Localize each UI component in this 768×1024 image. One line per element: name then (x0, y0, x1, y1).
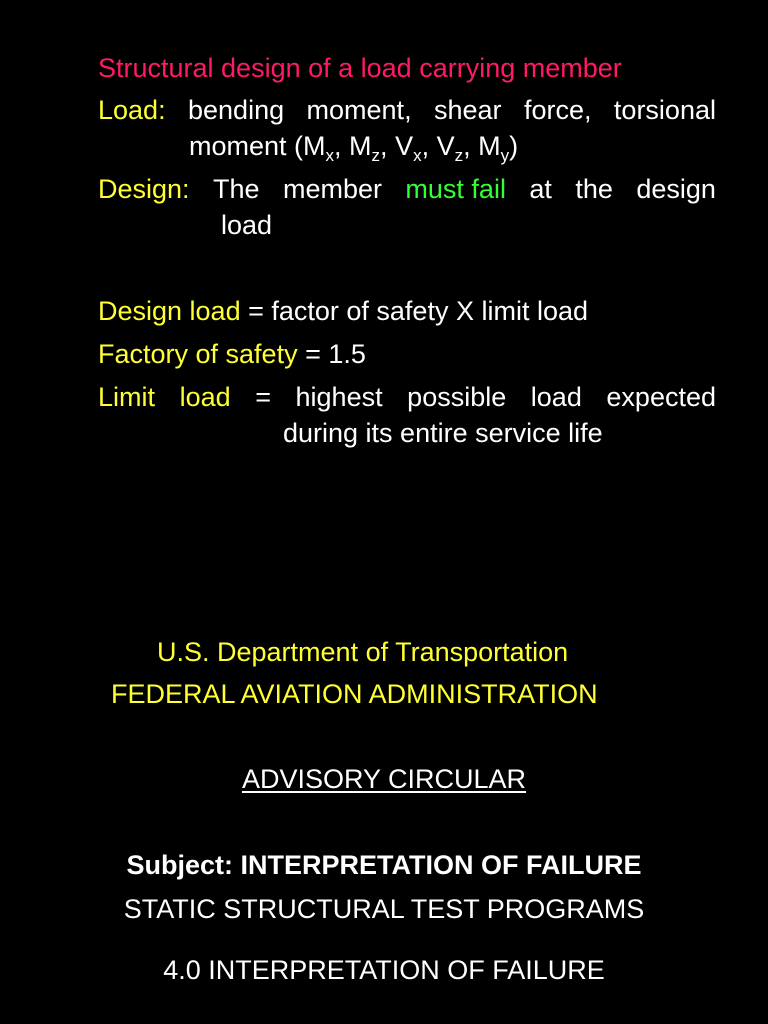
limit-word: highest (295, 382, 383, 412)
load-line-1 (98, 97, 716, 124)
advisory-circular-title: ADVISORY CIRCULAR (241, 764, 527, 794)
load-word: shear (434, 95, 502, 125)
design-load-label: Design load (98, 296, 241, 326)
section-heading: 4.0 INTERPRETATION OF FAILURE (163, 955, 605, 985)
design-line-1 (98, 176, 716, 203)
limit-label-word: load (179, 382, 231, 412)
limit-word: possible (407, 382, 507, 412)
component-vz: $V_z$ (436, 131, 464, 165)
slide-heading: Structural design of a load carrying member (98, 53, 622, 83)
design-word: the (575, 174, 613, 204)
limit-load-line-2: during its entire service life (283, 418, 603, 448)
subject-line: Subject: INTERPRETATION OF FAILURE (126, 850, 642, 880)
design-word: The (212, 174, 260, 204)
agency-department: U.S. Department of Transportation (157, 637, 569, 667)
factor-of-safety-text: = 1.5 (297, 339, 366, 369)
component-mx: $M_x$ (303, 131, 335, 165)
design-line-2: load (221, 210, 273, 240)
design-word: at (529, 174, 552, 204)
limit-label-word: Limit (98, 382, 156, 412)
design-word: member (282, 174, 382, 204)
load-word: torsional (613, 95, 716, 125)
load-word: moment, (306, 95, 412, 125)
design-load-definition (98, 298, 588, 325)
component-vx: $V_x$ (395, 131, 422, 165)
load-word: force, (523, 95, 592, 125)
component-mz: $M_z$ (349, 131, 381, 165)
load-components: moment ($M_x$, $M_z$, $V_x$, $V_z$, $M_y$) (189, 131, 519, 165)
component-my: $M_y$ (478, 131, 510, 165)
must-fail-emphasis: must fail (405, 174, 506, 204)
agency-administration: FEDERAL AVIATION ADMINISTRATION (111, 679, 598, 709)
limit-word: expected (606, 382, 716, 412)
limit-word: load (530, 382, 582, 412)
factor-of-safety-label: Factory of safety (98, 339, 298, 369)
load-label: Load: (98, 95, 166, 125)
limit-load-line-1 (98, 384, 716, 411)
design-label: Design: (98, 174, 190, 204)
design-word: design (636, 174, 716, 204)
program-line: STATIC STRUCTURAL TEST PROGRAMS (123, 894, 645, 924)
design-load-text: = factor of safety X limit load (240, 296, 588, 326)
load-word: bending (188, 95, 285, 125)
factor-of-safety-definition (98, 341, 366, 368)
limit-equals: = (255, 382, 271, 412)
